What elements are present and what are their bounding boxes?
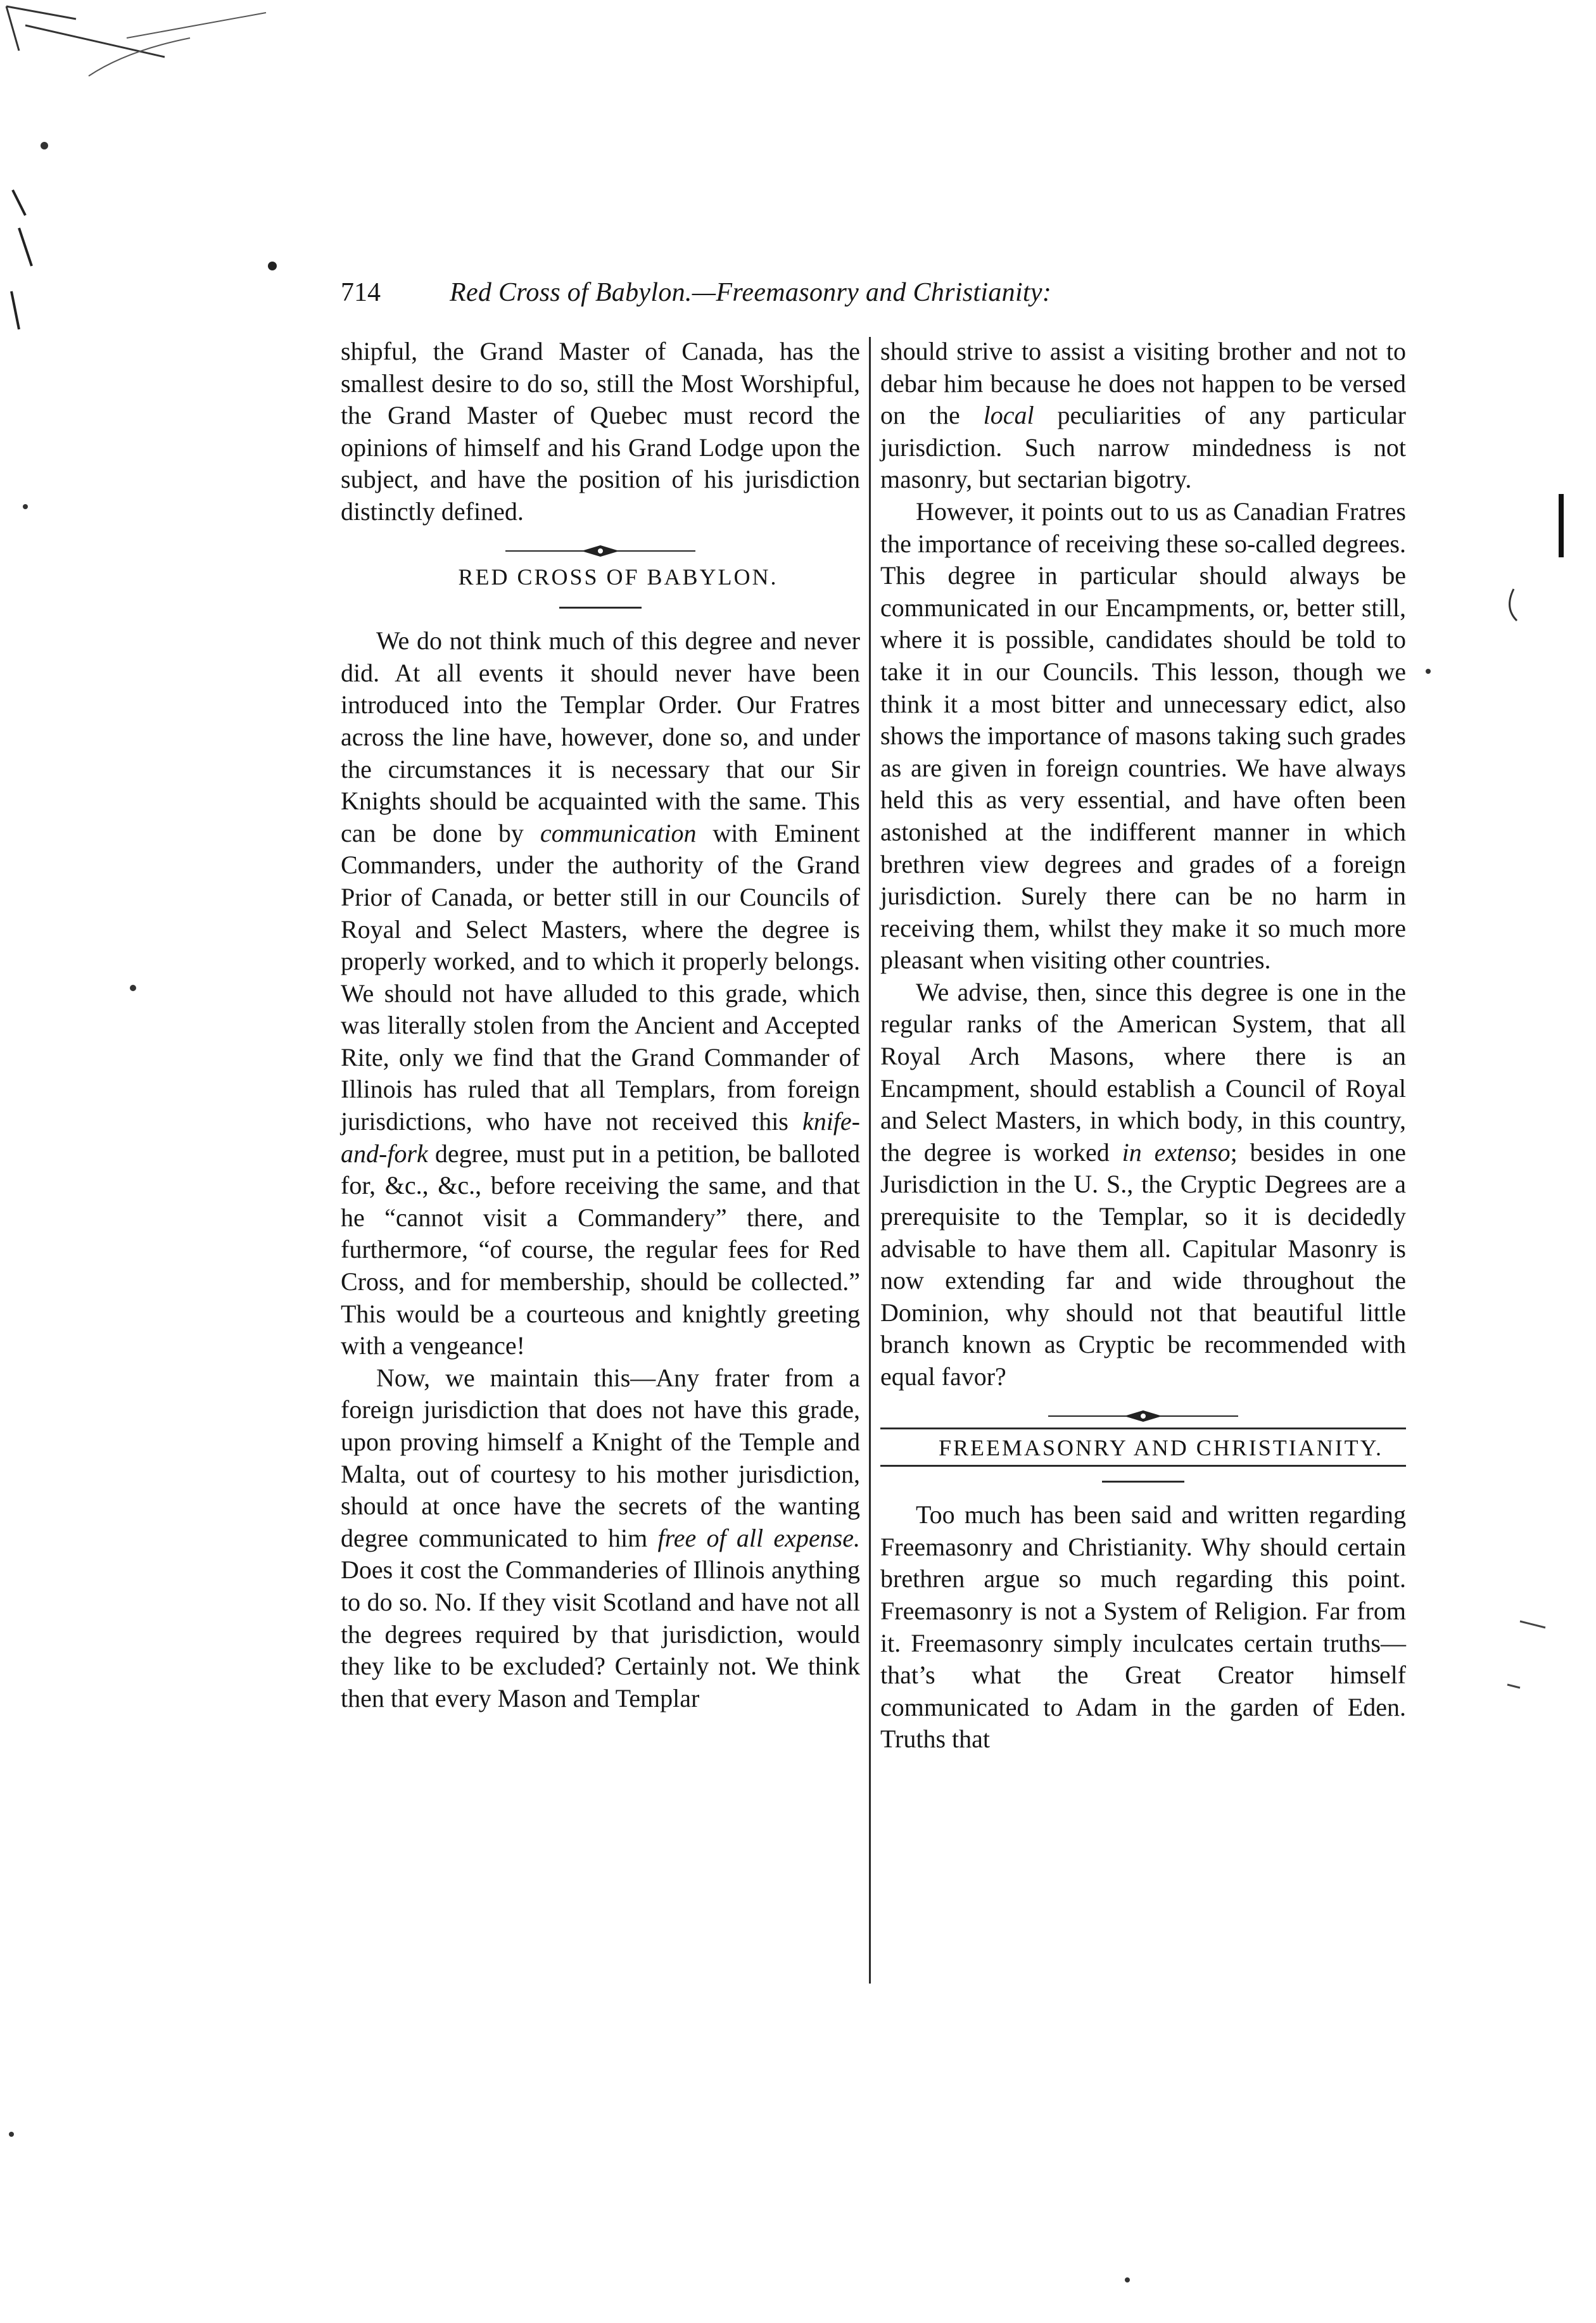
paragraph-text: ; besides in one Jurisdiction in the U. S., the Cryptic Degrees are a prerequisite to the Templar, so it is decidedly advisable to have them all. Capitular Masonry is now extending far and wide throughout the Dominion, why should not that beautiful little branch known as Cryptic be recommended with equal favor? bbox=[880, 1137, 1407, 1391]
paragraph-red-cross-2 bbox=[341, 1362, 860, 1715]
column-divider bbox=[869, 337, 871, 1984]
paragraph-however: However, it points out to us as Canadian Fratres the importance of receiving these so-called degrees. This degree in particular should always be communicated in our Encampments, or, better still, where it is possible, candidates should be told to take it in our Councils. This lesson, though we think it a most bitter and unnecessary edict, also shows the importance of masons taking such grades as are given in foreign countries. We have always held this as very essential, and have often been astonished at the indifferent manner in which brethren view degrees and grades of a foreign jurisdiction. Surely there can be no harm in receiving them, whilst they make it so much more pleasant when visiting other countries. bbox=[880, 497, 1406, 975]
paragraph-text: peculiarities of any particular jurisdiction. Such narrow mindedness is not masonry, but sectarian bigotry. bbox=[880, 401, 1406, 494]
right-column bbox=[880, 336, 1406, 1756]
section-heading-red-cross: RED CROSS OF BABYLON. bbox=[458, 564, 778, 590]
emphasis-text: knife-and-fork bbox=[341, 1107, 860, 1168]
emphasis-text: local bbox=[983, 401, 1034, 430]
page-number: 714 bbox=[341, 278, 381, 307]
paragraph-we-advise bbox=[880, 977, 1406, 1393]
emphasis-text: communication bbox=[540, 818, 697, 847]
section-ornament bbox=[1048, 1408, 1238, 1424]
emphasis-text: in extenso bbox=[1122, 1137, 1231, 1167]
heading-rule bbox=[559, 607, 642, 609]
paragraph-text: Now, we maintain this—Any frater from a foreign jurisdiction that does not have this grade, upon proving himself a Knight of the Temple and Malta, out of courtesy to his mother jurisdiction, should at once have the secrets of the wanting degree communicated to him bbox=[341, 1363, 860, 1552]
left-column bbox=[341, 336, 860, 1714]
running-head: Red Cross of Babylon.—Freemasonry and Christianity: bbox=[450, 278, 1052, 307]
paragraph-text: degree, must put in a petition, be balloted for, &c., &c., before receiving the same, and that he “cannot visit a Commandery” there, and furthermore, “of course, the regular fees for Red Cross, and for membership, should be collected.” This would be a courteous and knightly greeting with a vengeance! bbox=[341, 1139, 860, 1360]
paragraph-red-cross-1 bbox=[341, 625, 860, 1362]
heading-frame bbox=[880, 1427, 1406, 1467]
paragraph-too-much: Too much has been said and written regarding Freemasonry and Christianity. Why should certain brethren argue so much regarding this point. Freemasonry is not a System of Religion. Far from it. Freemasonry simply inculcates certain truths—that’s what the Great Creator himself communicated to Adam in the garden of Eden. Truths that bbox=[880, 1500, 1406, 1754]
section-heading-freemasonry: FREEMASONRY AND CHRISTIANITY. bbox=[938, 1434, 1384, 1460]
section-ornament bbox=[505, 543, 695, 559]
paragraph-text: We advise, then, since this degree is one in the regular ranks of the American System, that all Royal Arch Masons, where there is an Encampment, should establish a Council of Royal and Select Masters, in which body, in this country, the degree is worked bbox=[880, 977, 1406, 1167]
page-header bbox=[341, 272, 1417, 313]
paragraph-text: Does it cost the Commanderies of Illinois anything to do so. No. If they visit Scotland and have not all the degrees required by that jurisdiction, would they like to be excluded? Certainly not. We think then that every Mason and Templar bbox=[341, 1555, 860, 1712]
paragraph-text: should strive to assist a visiting brother and not to debar him because he does not happen to be versed on the bbox=[880, 337, 1406, 430]
emphasis-text: free of all expense. bbox=[657, 1523, 861, 1552]
continued-paragraph: shipful, the Grand Master of Canada, has the smallest desire to do so, still the Most Worshipful, the Grand Master of Quebec must record the opinions of himself and his Grand Lodge upon the subject, and have the position of his jurisdiction distinctly defined. bbox=[341, 337, 860, 526]
heading-rule bbox=[1102, 1481, 1184, 1483]
paragraph-continued bbox=[880, 336, 1406, 496]
paragraph-text: with Eminent Commanders, under the authority of the Grand Prior of Canada, or better still in our Councils of Royal and Select Masters, where the degree is properly worked, and to which it properly belongs. We should not have alluded to this grade, which was literally stolen from the Ancient and Accepted Rite, only we find that the Grand Commander of Illinois has ruled that all Templars, from foreign jurisdictions, who have not received this bbox=[341, 818, 860, 1136]
paragraph-text: We do not think much of this degree and never did. At all events it should never have been introduced into the Templar Order. Our Fratres across the line have, however, done so, and under the circumstances it is necessary that our Sir Knights should be acquainted with the same. This can be done by bbox=[341, 626, 860, 847]
